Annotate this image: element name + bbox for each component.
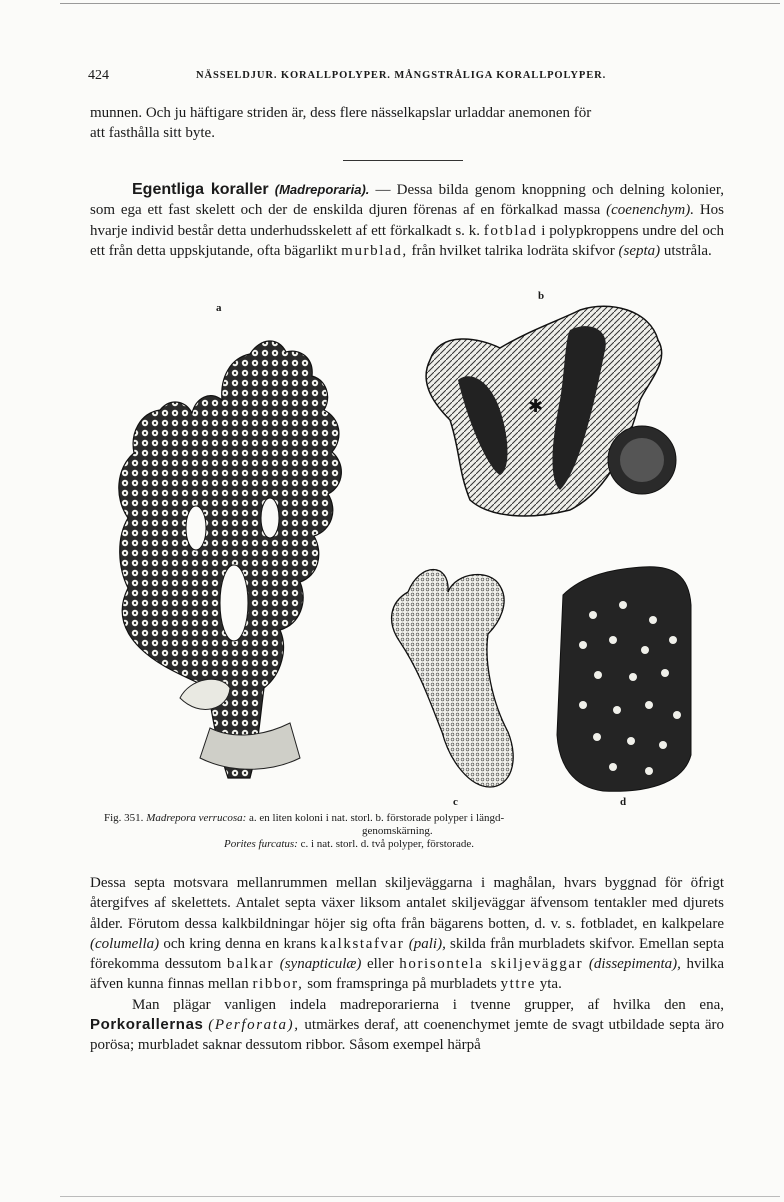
term-balkar: balkar (227, 956, 275, 973)
section-heading-latin: (Madreporaria). (274, 182, 370, 197)
term-synapticulae: (synapticulæ) (279, 956, 362, 973)
svg-text:✱: ✱ (528, 396, 544, 417)
polyp-section-illustration (410, 300, 682, 528)
body-text: Hos hvarje individ består detta underhudsskelett af ett förkalkadt s. k. (90, 202, 724, 239)
figure-caption (104, 812, 716, 851)
term-columella: (columella) (90, 935, 160, 952)
bottom-rule (60, 1196, 780, 1197)
body-text: Dessa septa motsvara mellanrummen mellan skiljeväggarna i maghålan, hvars byggnad för öfrigt återgifves af skelettets. Antalet septa växer liksom antalet skiljeväggar äfvensom tentakler med djurets ålder. Förutom dessa kalkbildningar höjer sig ofta från bägarens botten, d. v. s. fotbladet, en kalkpelare (90, 875, 724, 932)
intro-line: munnen. Och ju häftigare striden är, dess flere nässelkapslar urladdar anemonen för (90, 105, 592, 121)
running-head: NÄSSELDJUR. KORALLPOLYPER. MÅNGSTRÅLIGA KORALLPOLYPER. (196, 70, 607, 81)
body-text: yta. (536, 976, 562, 993)
term-kalkstafvar: kalkstafvar (320, 935, 405, 952)
body-text: — Dessa bilda genom knoppning och delning kolonier, som ega ett fast skelett och der de enskilda djuren förenas af en förkalkad massa (90, 182, 724, 219)
top-rule (60, 3, 780, 4)
caption-figure-number: Fig. 351. (104, 812, 144, 824)
caption-text: c. i nat. storl. d. två polyper, förstorade. (300, 838, 474, 850)
term-ribbor: ribbor, (252, 976, 304, 993)
intro-paragraph (90, 103, 724, 144)
figure-label-d: d (620, 796, 627, 808)
body-text: hvilka äfven kunna finnas mellan (90, 956, 725, 993)
body-paragraph-2 (90, 995, 724, 1056)
caption-text: a. en liten koloni i nat. storl. b. förstorade polyper i längd- (249, 812, 505, 824)
section-separator (343, 160, 463, 161)
body-text: och kring denna en krans (159, 935, 321, 952)
term-fotblad: fotblad (483, 222, 538, 239)
polyp-detail-illustration (553, 565, 695, 795)
figure-label-a: a (216, 302, 222, 314)
page-number: 424 (88, 68, 109, 83)
body-text: utmärkes deraf, att coenenchymet jemte de svagt utbildade septa äro porösa; murbladet saknar dessutom ribbor. Såsom exempel härpå (90, 1017, 725, 1054)
section-heading: Egentliga koraller (132, 181, 269, 198)
term-porkorallernas: Porkorallernas (90, 1016, 204, 1034)
body-text: i polypkroppens undre del och ett från detta uppskjutande, ofta bägarlikt (90, 222, 724, 259)
body-text: från hvilket talrika lodräta skifvor (407, 242, 619, 259)
intro-line: att fasthålla sitt byte. (90, 125, 215, 142)
term-murblad: murblad, (341, 242, 408, 259)
figure-label-b: b (538, 290, 545, 302)
term-pali: (pali), (408, 935, 446, 952)
section-paragraph (90, 180, 724, 261)
term-horisontela: horisontela skiljeväggar (399, 956, 584, 973)
figure-label-c: c (453, 796, 458, 808)
body-text: Man plägar vanligen indela madreporarierna i tvenne grupper, af hvilka den ena, (132, 996, 724, 1013)
term-yttre: yttre (500, 976, 537, 993)
caption-species-1: Madrepora verrucosa: (146, 812, 247, 824)
body-text: eller (361, 956, 400, 973)
caption-text: genomskärning. (362, 825, 433, 837)
term-septa: (septa) (618, 242, 661, 259)
porites-colony-illustration (380, 562, 530, 794)
term-perforata: (Perforata), (208, 1017, 300, 1034)
body-text: som framspringa på murbladets (303, 976, 501, 993)
term-coenenchym: (coenenchym). (606, 202, 695, 219)
body-paragraph-1 (90, 873, 724, 1056)
caption-species-2: Porites furcatus: (224, 838, 298, 850)
coral-colony-illustration (100, 318, 380, 788)
term-dissepimenta: (dissepimenta), (588, 956, 681, 973)
body-text: skilda från murbladets skifvor. Emellan septa förekomma dessutom (90, 935, 725, 973)
body-text: utstråla. (660, 242, 712, 259)
page-header (88, 68, 724, 84)
